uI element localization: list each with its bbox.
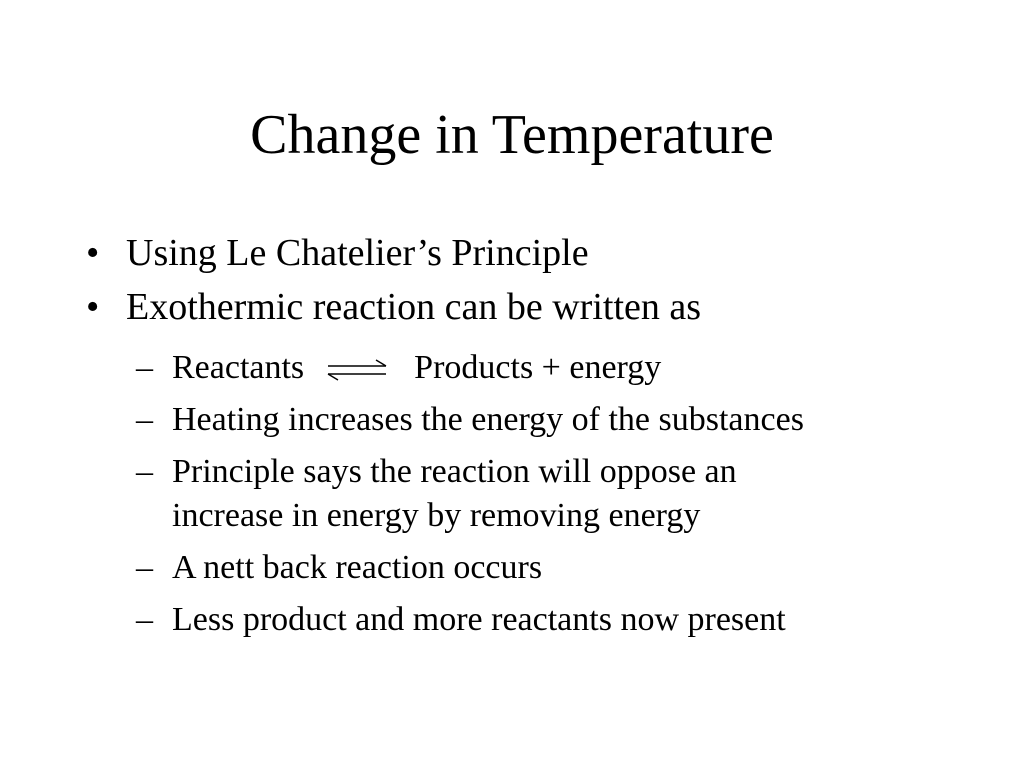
slide-title: Change in Temperature [250,104,774,166]
dash-icon: – [136,601,153,638]
sub-bullet-text: Principle says the reaction will oppose an increase in energy by removing energy [172,453,737,534]
dash-icon: – [136,401,153,438]
sub-bullet-text: Heating increases the energy of the substances [172,401,804,438]
sub-bullet-item [136,546,986,590]
bullet-item [86,280,986,334]
bullet-text: Using Le Chatelier’s Principle [126,232,589,274]
sub-bullet-list [136,346,986,650]
bullet-icon: • [86,232,100,274]
bullet-item [86,226,986,280]
equilibrium-arrows-icon [326,358,388,382]
sub-bullet-item [136,598,986,642]
sub-bullet-text: A nett back reaction occurs [172,549,543,586]
products-text: Products + energy [414,349,662,386]
reaction-equation [172,346,986,390]
dash-icon: – [136,349,153,386]
bullet-icon: • [86,286,100,328]
bullet-list [86,226,986,334]
sub-bullet-item [136,398,986,442]
dash-icon: – [136,453,153,490]
dash-icon: – [136,549,153,586]
sub-bullet-item [136,346,986,390]
sub-bullet-text: Less product and more reactants now present [172,601,786,638]
sub-bullet-item [136,450,986,538]
reactants-text: Reactants [172,349,305,386]
bullet-text: Exothermic reaction can be written as [126,286,702,328]
